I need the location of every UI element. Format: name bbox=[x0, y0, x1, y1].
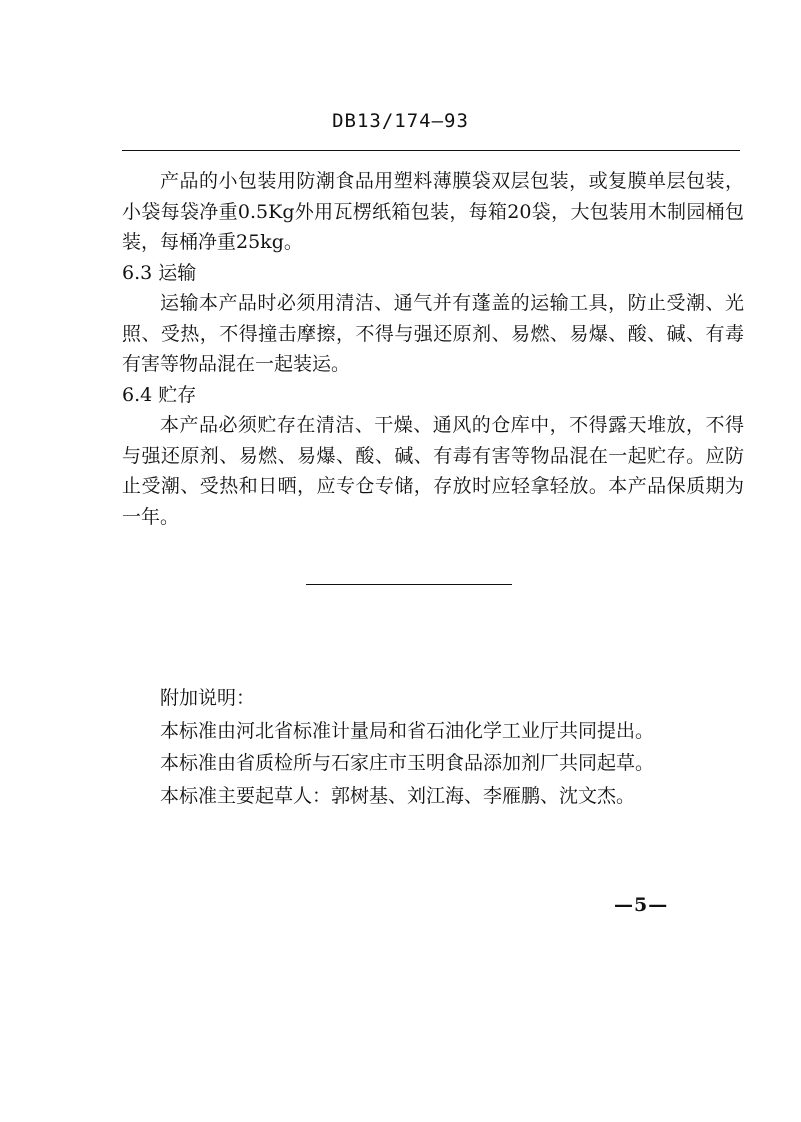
document-body bbox=[122, 166, 744, 532]
packaging-paragraph: 产品的小包装用防潮食品用塑料薄膜袋双层包装，或复膜单层包装，小袋每袋净重0.5Kg外用瓦楞纸箱包装，每箱20袋，大包装用木制园桶包装，每桶净重25kg。 bbox=[122, 170, 744, 253]
notes-title: 附加说明： bbox=[160, 687, 256, 709]
section-heading-transport: 6.3 运输 bbox=[122, 261, 197, 284]
header-rule bbox=[122, 150, 740, 151]
page-number: —5— bbox=[614, 894, 669, 916]
document-number: DB13/174—93 bbox=[332, 110, 469, 132]
storage-paragraph: 本产品必须贮存在清洁、干燥、通风的仓库中，不得露天堆放，不得与强还原剂、易燃、易爆、酸、碱、有毒有害等物品混在一起贮存。应防止受潮、受热和日晒，应专仓专储，存放时应轻拿轻放。本产品保质期为一年。 bbox=[122, 414, 744, 528]
transport-paragraph: 运输本产品时必须用清洁、通气并有蓬盖的运输工具，防止受潮、光照、受热，不得撞击摩擦，不得与强还原剂、易燃、易爆、酸、碱、有毒有害等物品混在一起装运。 bbox=[122, 292, 744, 375]
notes-line: 本标准由省质检所与石家庄市玉明食品添加剂厂共同起草。 bbox=[160, 752, 655, 774]
section-heading-storage: 6.4 贮存 bbox=[122, 383, 197, 406]
notes-line: 本标准由河北省标准计量局和省石油化学工业厅共同提出。 bbox=[160, 719, 655, 742]
additional-notes bbox=[160, 682, 720, 812]
notes-line: 本标准主要起草人：郭树基、刘江海、李雁鹏、沈文杰。 bbox=[160, 784, 636, 807]
end-of-text-rule bbox=[306, 584, 512, 585]
